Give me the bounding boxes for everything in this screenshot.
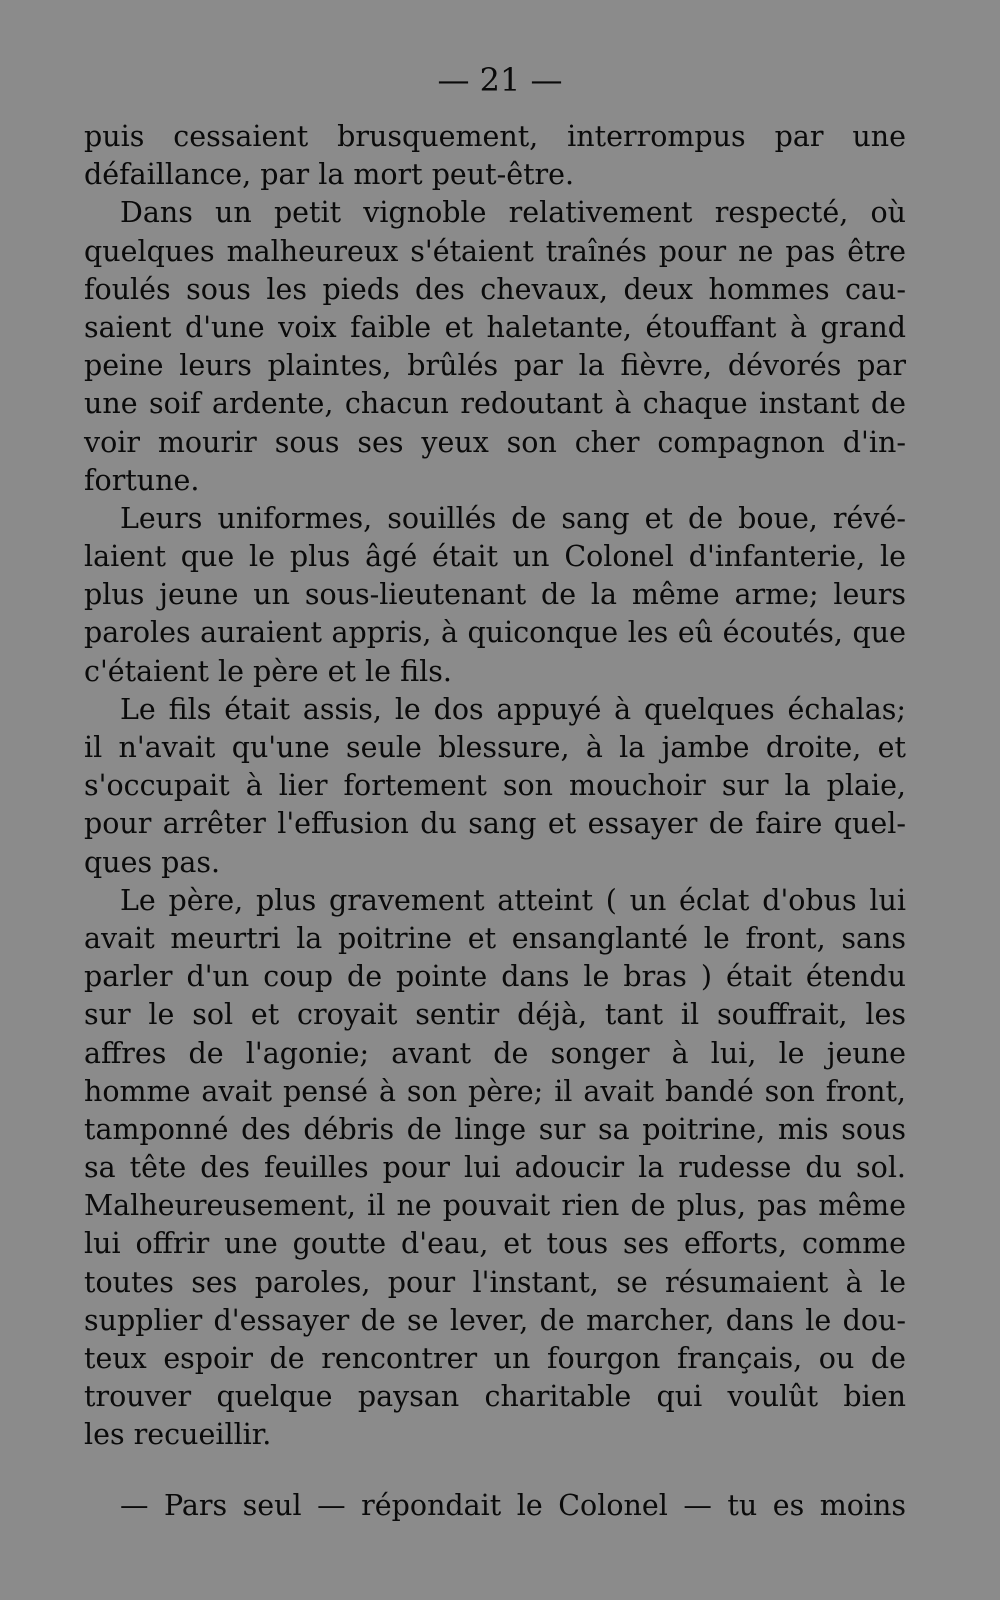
- text-line: défaillance, par la mort peut-être.: [84, 158, 575, 192]
- text-line: c'étaient le père et le fils.: [84, 654, 452, 688]
- text-line: une soif ardente, chacun redoutant à chaque instant de: [84, 387, 906, 421]
- paragraph: [84, 882, 906, 1455]
- text-line: ques pas.: [84, 845, 221, 879]
- text-line: avait meurtri la poitrine et ensanglanté le front, sans: [84, 921, 906, 955]
- paragraph: [84, 500, 906, 691]
- text-line: Dans un petit vignoble relativement respecté, où: [120, 196, 906, 230]
- text-line: supplier d'essayer de se lever, de marcher, dans le dou-: [84, 1303, 906, 1337]
- text-line: plus jeune un sous-lieutenant de la même arme; leurs: [84, 578, 906, 612]
- final-dialogue-line: — Pars seul — répondait le Colonel — tu es moins: [120, 1489, 906, 1522]
- paragraph: [84, 118, 906, 194]
- text-line: homme avait pensé à son père; il avait bandé son front,: [84, 1074, 906, 1108]
- text-line: Le père, plus gravement atteint ( un éclat d'obus lui: [120, 883, 906, 917]
- text-line: Leurs uniformes, souillés de sang et de boue, révé-: [120, 501, 906, 535]
- text-line: pour arrêter l'effusion du sang et essayer de faire quel-: [84, 807, 906, 841]
- text-line: peine leurs plaintes, brûlés par la fièvre, dévorés par: [84, 349, 906, 383]
- page-number: — 21 —: [437, 61, 563, 99]
- text-line: s'occupait à lier fortement son mouchoir sur la plaie,: [84, 769, 906, 803]
- text-line: affres de l'agonie; avant de songer à lui, le jeune: [84, 1036, 906, 1070]
- text-line: puis cessaient brusquement, interrompus par une: [84, 120, 906, 153]
- text-line: lui offrir une goutte d'eau, et tous ses efforts, comme: [84, 1227, 906, 1261]
- text-line: foulés sous les pieds des chevaux, deux hommes cau-: [84, 272, 906, 306]
- text-line: trouver quelque paysan charitable qui voulût bien: [84, 1380, 906, 1414]
- text-line: les recueillir.: [84, 1418, 272, 1452]
- text-line: Malheureusement, il ne pouvait rien de plus, pas même: [84, 1189, 906, 1223]
- text-line: tamponné des débris de linge sur sa poitrine, mis sous: [84, 1112, 906, 1146]
- paragraph: [84, 691, 906, 882]
- text-line: fortune.: [84, 463, 200, 497]
- text-line: voir mourir sous ses yeux son cher compagnon d'in-: [84, 425, 906, 459]
- text-line: parler d'un coup de pointe dans le bras ) était étendu: [84, 960, 906, 994]
- text-line: laient que le plus âgé était un Colonel d'infanterie, le: [84, 540, 906, 574]
- text-line: toutes ses paroles, pour l'instant, se résumaient à le: [84, 1265, 906, 1299]
- text-line: Le fils était assis, le dos appuyé à quelques échalas;: [120, 692, 906, 726]
- paragraph: [84, 194, 906, 500]
- text-line: saient d'une voix faible et haletante, étouffant à grand: [84, 310, 906, 344]
- text-line: sur le sol et croyait sentir déjà, tant il souffrait, les: [84, 998, 906, 1032]
- text-line: paroles auraient appris, à quiconque les eû écoutés, que: [84, 616, 906, 650]
- text-line: sa tête des feuilles pour lui adoucir la rudesse du sol.: [84, 1151, 906, 1185]
- body-text: [84, 118, 906, 1455]
- text-line: quelques malheureux s'étaient traînés pour ne pas être: [84, 234, 906, 268]
- text-line: il n'avait qu'une seule blessure, à la jambe droite, et: [84, 731, 906, 764]
- text-line: teux espoir de rencontrer un fourgon français, ou de: [84, 1342, 906, 1375]
